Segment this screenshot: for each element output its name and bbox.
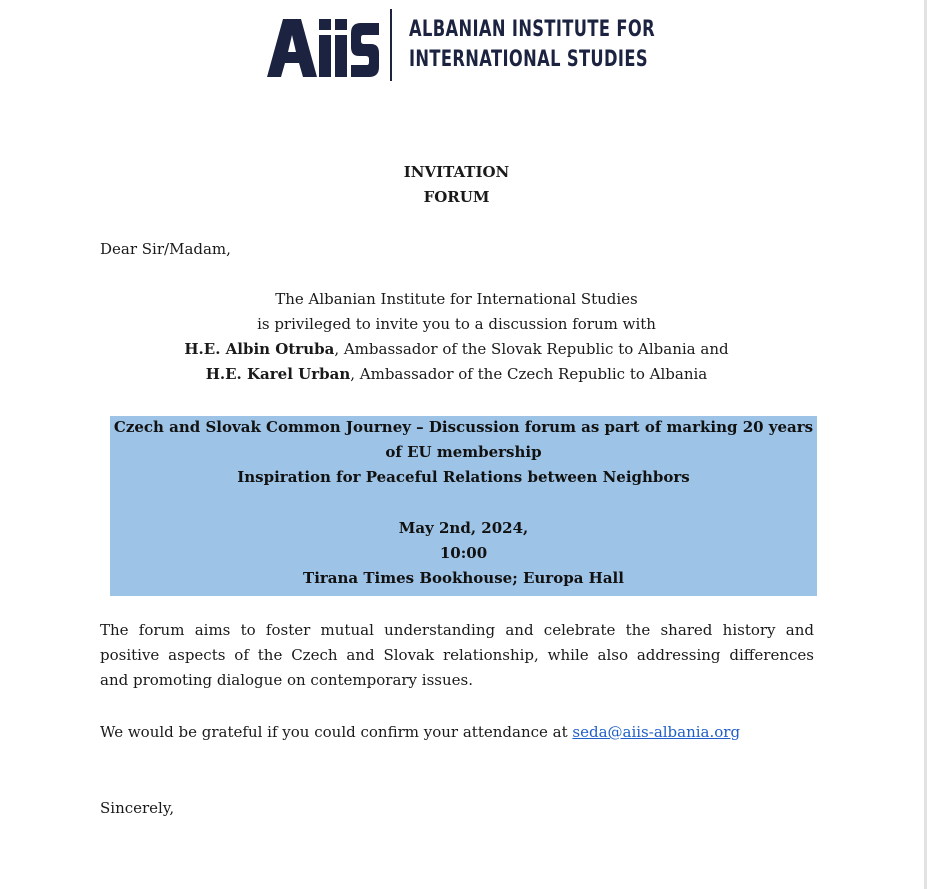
logo-name-line2: INTERNATIONAL STUDIES (409, 47, 648, 72)
event-title-line-1: Czech and Slovak Common Journey – Discussion forum as part of marking 20 years (113, 418, 814, 436)
intro-line-1: The Albanian Institute for International Studies (275, 290, 638, 308)
speaker-1-line (0, 337, 913, 362)
greeting: Dear Sir/Madam, (100, 240, 231, 258)
event-date: May 2nd, 2024, (398, 519, 529, 537)
event-subtitle: Inspiration for Peaceful Relations between Neighbors (237, 468, 690, 486)
speaker-2-line (0, 362, 913, 387)
aim-paragraph-line-2: positive aspects of the Czech and Slovak relationship, while also addressing differences (100, 646, 814, 664)
speaker-2-role: , Ambassador of the Czech Republic to Albania (350, 365, 708, 383)
closing: Sincerely, (100, 799, 175, 817)
aim-paragraph-line-3: and promoting dialogue on contemporary issues. (100, 671, 474, 689)
aim-paragraph-line-1: The forum aims to foster mutual understanding and celebrate the shared history and (100, 621, 814, 639)
speaker-2-name: H.E. Karel Urban (205, 365, 351, 383)
speaker-1-role: , Ambassador of the Slovak Republic to Albania and (334, 340, 729, 358)
speaker-1-name: H.E. Albin Otruba (184, 340, 335, 358)
institute-logo (264, 5, 660, 85)
forum-heading: FORUM (423, 188, 490, 206)
confirm-attendance (100, 720, 740, 745)
logo-name-line1: ALBANIAN INSTITUTE FOR (409, 17, 655, 42)
intro-line-2: is privileged to invite you to a discussion forum with (257, 315, 656, 333)
confirm-text: We would be grateful if you could confirm your attendance at (100, 723, 573, 741)
event-venue: Tirana Times Bookhouse; Europa Hall (303, 569, 624, 587)
event-time: 10:00 (439, 544, 488, 562)
logo-wordmark (409, 15, 655, 75)
invitation-heading: INVITATION (403, 163, 510, 181)
aiis-logo-mark (267, 19, 379, 77)
event-title-line-2: of EU membership (385, 443, 542, 461)
logo-divider (390, 9, 392, 81)
contact-email-link[interactable]: seda@aiis-albania.org (572, 723, 741, 741)
